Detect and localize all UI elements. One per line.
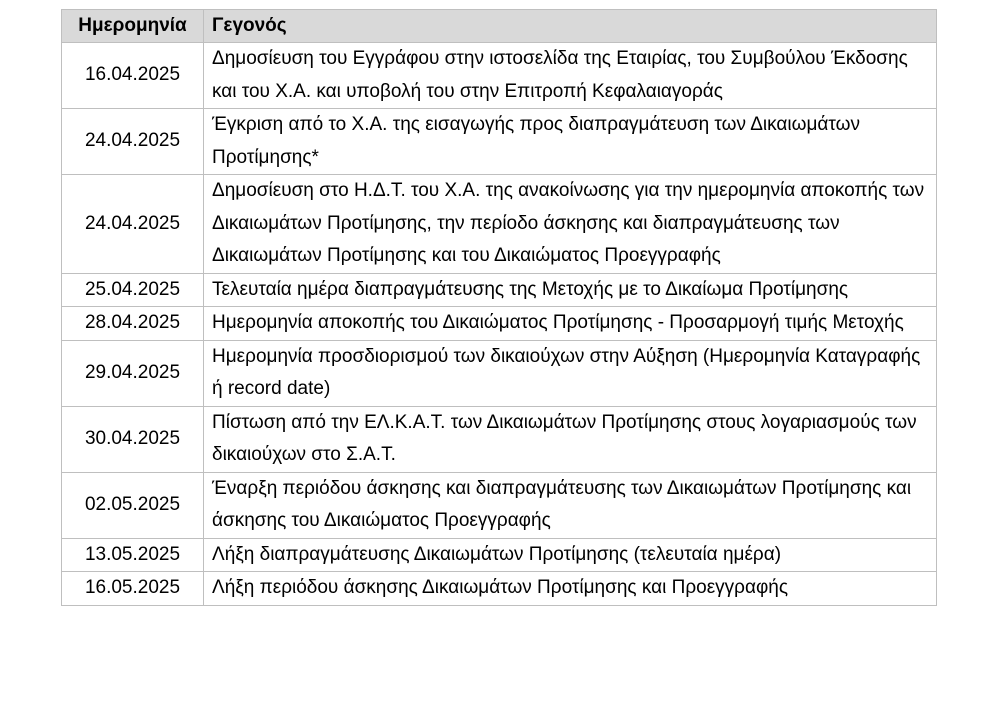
date-cell: 24.04.2025 — [62, 109, 204, 175]
event-cell: Λήξη περιόδου άσκησης Δικαιωμάτων Προτίμησης και Προεγγραφής — [204, 572, 937, 606]
event-cell: Λήξη διαπραγμάτευσης Δικαιωμάτων Προτίμησης (τελευταία ημέρα) — [204, 538, 937, 572]
table-row — [62, 340, 937, 406]
table-row — [62, 572, 937, 606]
event-cell: Τελευταία ημέρα διαπραγμάτευσης της Μετοχής με το Δικαίωμα Προτίμησης — [204, 273, 937, 307]
event-cell: Ημερομηνία προσδιορισμού των δικαιούχων στην Αύξηση (Ημερομηνία Καταγραφής ή record date) — [204, 340, 937, 406]
date-cell: 25.04.2025 — [62, 273, 204, 307]
date-cell: 24.04.2025 — [62, 175, 204, 274]
table-row — [62, 273, 937, 307]
table-row — [62, 43, 937, 109]
event-cell: Δημοσίευση του Εγγράφου στην ιστοσελίδα της Εταιρίας, του Συμβούλου Έκδοσης και του Χ.Α. και υποβολή του στην Επιτροπή Κεφαλαιαγοράς — [204, 43, 937, 109]
event-cell: Δημοσίευση στο Η.Δ.Τ. του Χ.Α. της ανακοίνωσης για την ημερομηνία αποκοπής των Δικαιωμάτων Προτίμησης, την περίοδο άσκησης και διαπραγμάτευσης των Δικαιωμάτων Προτίμησης και του Δικαιώματος Προεγγραφής — [204, 175, 937, 274]
date-cell: 30.04.2025 — [62, 406, 204, 472]
event-cell: Έναρξη περιόδου άσκησης και διαπραγμάτευσης των Δικαιωμάτων Προτίμησης και άσκησης του Δικαιώματος Προεγγραφής — [204, 472, 937, 538]
table-row — [62, 538, 937, 572]
event-cell: Πίστωση από την ΕΛ.Κ.Α.Τ. των Δικαιωμάτων Προτίμησης στους λογαριασμούς των δικαιούχων στο Σ.Α.Τ. — [204, 406, 937, 472]
date-cell: 02.05.2025 — [62, 472, 204, 538]
date-cell: 16.05.2025 — [62, 572, 204, 606]
date-cell: 13.05.2025 — [62, 538, 204, 572]
table-row — [62, 109, 937, 175]
events-timetable — [61, 9, 937, 606]
header-row — [62, 10, 937, 43]
event-cell: Έγκριση από το Χ.Α. της εισαγωγής προς διαπραγμάτευση των Δικαιωμάτων Προτίμησης* — [204, 109, 937, 175]
table-row — [62, 472, 937, 538]
table-row — [62, 175, 937, 274]
column-header-date: Ημερομηνία — [62, 10, 204, 43]
date-cell: 29.04.2025 — [62, 340, 204, 406]
table-row — [62, 406, 937, 472]
column-header-event: Γεγονός — [204, 10, 937, 43]
date-cell: 16.04.2025 — [62, 43, 204, 109]
table-row — [62, 307, 937, 341]
date-cell: 28.04.2025 — [62, 307, 204, 341]
event-cell: Ημερομηνία αποκοπής του Δικαιώματος Προτίμησης - Προσαρμογή τιμής Μετοχής — [204, 307, 937, 341]
